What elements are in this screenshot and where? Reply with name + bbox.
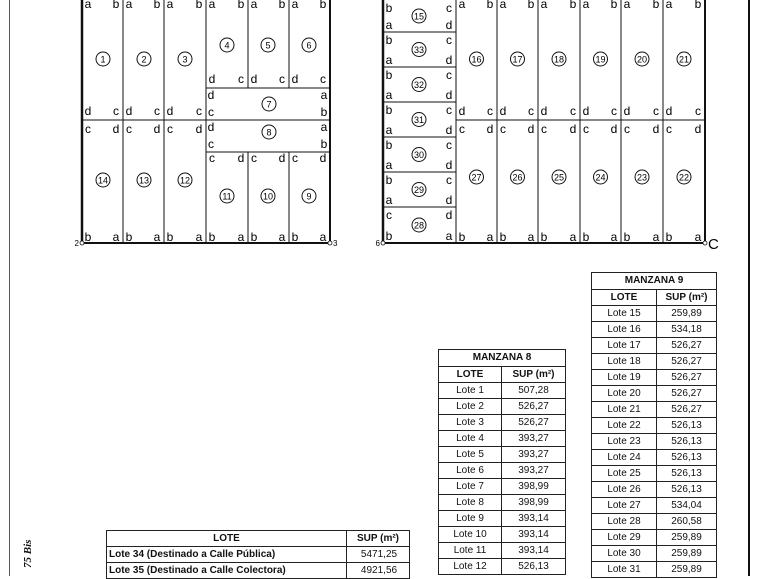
lot-number-a7: 7: [266, 99, 272, 110]
manzana-9-sup-cell: 526,13: [657, 434, 717, 450]
lot-number-b31: 31: [413, 115, 425, 125]
corner-label-b: b: [291, 230, 299, 244]
corner-label-b: b: [112, 0, 120, 11]
manzana-8-lote-cell: Lote 6: [439, 463, 502, 479]
vertex-marker: [328, 241, 332, 245]
lot-number-b26: 26: [512, 172, 523, 183]
manzana-9-lote-cell: Lote 16: [592, 322, 657, 338]
corner-label-a: a: [195, 230, 203, 244]
manzana-9-row: [592, 418, 717, 434]
corner-label-b: b: [499, 230, 507, 244]
corner-label-d: d: [153, 122, 161, 136]
manzana-9-row: [592, 306, 717, 322]
corner-label-d: d: [540, 104, 548, 118]
corner-label-c: c: [446, 68, 452, 82]
manzana-9-sup-cell: 526,27: [657, 370, 717, 386]
corner-label-c: c: [500, 122, 506, 136]
manzana-8-title: MANZANA 8: [439, 350, 566, 367]
lot-number-b19: 19: [595, 54, 606, 65]
manzana-8-col-lote: LOTE: [439, 367, 502, 383]
manzana-8-lote-cell: Lote 3: [439, 415, 502, 431]
manzana-8-lote-cell: Lote 5: [439, 447, 502, 463]
manzana-8-lote-cell: Lote 2: [439, 399, 502, 415]
manzana-9-sup-cell: 526,27: [657, 354, 717, 370]
corner-label-d: d: [237, 151, 245, 165]
manzana-8-row: [439, 495, 566, 511]
corner-label-a: a: [610, 230, 618, 244]
manzana-9-lote-cell: Lote 28: [592, 514, 657, 530]
corner-label-d: d: [250, 72, 258, 86]
lot-number-b16: 16: [471, 54, 482, 65]
lot-number-a4: 4: [224, 40, 230, 51]
corner-label-b: b: [582, 230, 590, 244]
manzana-9-sup-cell: 526,27: [657, 338, 717, 354]
vertex-label-p6: 6: [375, 239, 380, 248]
corner-label-b: b: [84, 230, 92, 244]
manzana-9-col-sup: SUP (m²): [657, 290, 717, 306]
manzana-9-sup-cell: 260,58: [657, 514, 717, 530]
corner-label-b: b: [652, 0, 660, 11]
manzana-8-sup-cell: 398,99: [502, 495, 566, 511]
corner-label-c: c: [238, 72, 244, 86]
vertex-marker: [80, 241, 84, 245]
corner-label-a: a: [385, 88, 393, 102]
corner-label-c: c: [446, 103, 452, 117]
lot-number-a10: 10: [262, 191, 274, 202]
lot-number-b17: 17: [512, 54, 523, 65]
manzana-9-title: MANZANA 9: [592, 273, 717, 290]
corner-label-c: c: [208, 137, 214, 151]
corner-label-c: c: [196, 104, 202, 118]
corner-label-a: a: [237, 230, 245, 244]
corner-label-a: a: [153, 230, 161, 244]
corner-label-c: c: [695, 104, 701, 118]
corner-label-a: a: [458, 0, 466, 11]
manzana-8-lote-cell: Lote 4: [439, 431, 502, 447]
corner-label-d: d: [445, 193, 453, 207]
manzana-8-row: [439, 399, 566, 415]
manzana-9-sup-cell: 534,18: [657, 322, 717, 338]
corner-label-a: a: [486, 230, 494, 244]
lot-number-b15: 15: [413, 11, 425, 22]
side-label: 75 Bis: [22, 539, 34, 568]
lot-number-a6: 6: [306, 40, 312, 51]
corner-label-b: b: [610, 0, 618, 11]
corner-label-b: b: [125, 230, 133, 244]
corner-label-c: c: [583, 122, 589, 136]
vertex-label-p2: 2: [74, 239, 79, 248]
corner-label-a: a: [125, 0, 133, 11]
manzana-9-lote-cell: Lote 18: [592, 354, 657, 370]
corner-label-c: c: [154, 104, 160, 118]
corner-label-c: c: [446, 173, 452, 187]
summary-sup-cell: 5471,25: [347, 547, 410, 563]
manzana-9-lote-cell: Lote 23: [592, 434, 657, 450]
manzana-9-row: [592, 466, 717, 482]
manzana-8-sup-cell: 526,27: [502, 415, 566, 431]
manzana-8-row: [439, 431, 566, 447]
lot-number-a1: 1: [100, 54, 106, 65]
corner-label-a: a: [527, 230, 535, 244]
corner-label-c: c: [541, 122, 547, 136]
manzana-8-sup-cell: 393,27: [502, 447, 566, 463]
corner-label-a: a: [499, 0, 507, 11]
summary-sup-cell: 4921,56: [347, 563, 410, 579]
manzana-8-col-sup: SUP (m²): [502, 367, 566, 383]
manzana-9-lote-cell: Lote 30: [592, 546, 657, 562]
lot-number-b27: 27: [471, 172, 482, 183]
lot-number-a3: 3: [182, 54, 188, 65]
manzana-9-sup-cell: 526,13: [657, 450, 717, 466]
corner-label-a: a: [84, 0, 92, 11]
manzana-9-sup-cell: 534,04: [657, 498, 717, 514]
corner-label-c: c: [624, 122, 630, 136]
manzana-9-lote-cell: Lote 24: [592, 450, 657, 466]
corner-label-b: b: [385, 173, 393, 187]
lot-number-b28: 28: [413, 220, 425, 231]
corner-label-b: b: [278, 0, 286, 11]
corner-label-b: b: [385, 1, 393, 15]
corner-label-a: a: [319, 230, 327, 244]
manzana-9-row: [592, 514, 717, 530]
corner-label-a: a: [208, 0, 216, 11]
corner-label-c: c: [292, 151, 298, 165]
manzana-9-row: [592, 482, 717, 498]
corner-label-a: a: [385, 193, 393, 207]
corner-label-d: d: [582, 104, 590, 118]
corner-label-d: d: [445, 18, 453, 32]
manzana-9-row: [592, 322, 717, 338]
corner-label-c: c: [85, 122, 91, 136]
manzana-9-lote-cell: Lote 15: [592, 306, 657, 322]
manzana-8-sup-cell: 393,27: [502, 463, 566, 479]
corner-label-d: d: [445, 53, 453, 67]
corner-label-b: b: [153, 0, 161, 11]
manzana-8-sup-cell: 393,27: [502, 431, 566, 447]
summary-col-sup: SUP (m²): [347, 531, 410, 547]
summary-col-lote: LOTE: [107, 531, 347, 547]
corner-label-b: b: [486, 0, 494, 11]
corner-label-b: b: [237, 0, 245, 11]
corner-label-a: a: [385, 158, 393, 172]
corner-label-d: d: [665, 104, 673, 118]
corner-label-b: b: [694, 0, 702, 11]
manzana-8-lote-cell: Lote 11: [439, 543, 502, 559]
manzana-9-lote-cell: Lote 26: [592, 482, 657, 498]
summary-table: [106, 530, 410, 579]
manzana-9-lote-cell: Lote 19: [592, 370, 657, 386]
corner-label-b: b: [665, 230, 673, 244]
manzana-9-row: [592, 450, 717, 466]
manzana-8-row: [439, 559, 566, 575]
manzana-8-row: [439, 463, 566, 479]
manzana-9-row: [592, 338, 717, 354]
corner-label-d: d: [125, 104, 133, 118]
manzana-8-sup-cell: 398,99: [502, 479, 566, 495]
corner-label-d: d: [694, 122, 702, 136]
lot-number-a5: 5: [265, 40, 271, 51]
manzana-9-sup-cell: 259,89: [657, 546, 717, 562]
manzana-9-lote-cell: Lote 25: [592, 466, 657, 482]
corner-label-c: c: [208, 105, 214, 119]
manzana-8-lote-cell: Lote 9: [439, 511, 502, 527]
corner-label-c: c: [167, 122, 173, 136]
manzana-8-sup-cell: 526,13: [502, 559, 566, 575]
corner-label-b: b: [385, 103, 393, 117]
corner-label-a: a: [569, 230, 577, 244]
corner-label-d: d: [527, 122, 535, 136]
corner-label-b: b: [385, 138, 393, 152]
manzana-9-sup-cell: 259,89: [657, 306, 717, 322]
corner-label-b: b: [569, 0, 577, 11]
manzana-8-sup-cell: 507,28: [502, 383, 566, 399]
manzana-9-lote-cell: Lote 21: [592, 402, 657, 418]
manzana-9-row: [592, 354, 717, 370]
corner-label-b: b: [320, 137, 328, 151]
corner-label-a: a: [112, 230, 120, 244]
corner-label-a: a: [320, 88, 328, 102]
corner-label-c: c: [528, 104, 534, 118]
corner-label-a: a: [250, 0, 258, 11]
manzana-9-row: [592, 370, 717, 386]
manzana-9-sup-cell: 526,13: [657, 466, 717, 482]
corner-label-d: d: [445, 208, 453, 222]
corner-label-d: d: [445, 158, 453, 172]
corner-label-d: d: [652, 122, 660, 136]
corner-label-a: a: [582, 0, 590, 11]
corner-label-a: a: [385, 53, 393, 67]
lot-number-b22: 22: [678, 172, 690, 183]
corner-label-d: d: [499, 104, 507, 118]
manzana-8-sup-cell: 393,14: [502, 543, 566, 559]
corner-label-a: a: [278, 230, 286, 244]
manzana-8-sup-cell: 526,27: [502, 399, 566, 415]
manzana-9-table: [591, 272, 717, 578]
summary-row: [107, 563, 410, 579]
lot-number-a8: 8: [266, 127, 272, 138]
summary-lote-cell: Lote 35 (Destinado a Calle Colectora): [107, 563, 347, 579]
manzana-9-lote-cell: Lote 29: [592, 530, 657, 546]
corner-label-c: c: [611, 104, 617, 118]
corner-label-c: c: [487, 104, 493, 118]
manzana-8-row: [439, 383, 566, 399]
lot-number-b21: 21: [678, 54, 690, 65]
corner-label-c: c: [653, 104, 659, 118]
lot-number-b18: 18: [553, 54, 565, 65]
corner-label-d: d: [112, 122, 120, 136]
corner-label-c: c: [386, 208, 392, 222]
manzana-9-row: [592, 402, 717, 418]
corner-label-b: b: [250, 230, 258, 244]
lot-number-b32: 32: [413, 80, 425, 90]
corner-label-b: b: [385, 33, 393, 47]
lot-number-a11: 11: [222, 191, 232, 202]
manzana-9-lote-cell: Lote 20: [592, 386, 657, 402]
lot-number-b24: 24: [595, 172, 606, 183]
vertex-label-pC: C: [708, 236, 719, 253]
corner-label-d: d: [610, 122, 618, 136]
corner-label-c: c: [446, 138, 452, 152]
manzana-9-row: [592, 530, 717, 546]
corner-label-b: b: [385, 229, 393, 243]
manzana-8-row: [439, 527, 566, 543]
manzana-9-sup-cell: 526,27: [657, 402, 717, 418]
manzana-9-sup-cell: 526,13: [657, 418, 717, 434]
manzana-8-lote-cell: Lote 12: [439, 559, 502, 575]
corner-label-c: c: [446, 33, 452, 47]
corner-label-b: b: [319, 0, 327, 11]
manzana-8-row: [439, 415, 566, 431]
lot-number-a2: 2: [141, 54, 147, 65]
summary-row: [107, 547, 410, 563]
corner-label-b: b: [527, 0, 535, 11]
manzana-8-sup-cell: 393,14: [502, 511, 566, 527]
manzana-8-row: [439, 479, 566, 495]
corner-label-b: b: [195, 0, 203, 11]
lot-number-a13: 13: [138, 175, 150, 186]
corner-label-d: d: [445, 123, 453, 137]
corner-label-c: c: [126, 122, 132, 136]
corner-label-a: a: [623, 0, 631, 11]
corner-label-c: c: [251, 151, 257, 165]
corner-label-c: c: [459, 122, 465, 136]
lot-number-a14: 14: [97, 175, 109, 186]
manzana-9-lote-cell: Lote 17: [592, 338, 657, 354]
vertex-label-p3: 3: [333, 239, 338, 248]
corner-label-d: d: [569, 122, 577, 136]
corner-label-d: d: [445, 88, 453, 102]
corner-label-c: c: [666, 122, 672, 136]
vertex-marker: [381, 241, 385, 245]
corner-label-c: c: [570, 104, 576, 118]
manzana-8-lote-cell: Lote 1: [439, 383, 502, 399]
corner-label-c: c: [279, 72, 285, 86]
manzana-9-sup-cell: 259,89: [657, 530, 717, 546]
corner-label-a: a: [320, 120, 328, 134]
manzana-9-lote-cell: Lote 22: [592, 418, 657, 434]
corner-label-b: b: [540, 230, 548, 244]
corner-label-d: d: [84, 104, 92, 118]
corner-label-c: c: [320, 72, 326, 86]
vertex-marker: [703, 241, 707, 245]
lot-number-b23: 23: [636, 172, 648, 183]
lot-number-b25: 25: [553, 172, 565, 183]
lot-number-b29: 29: [413, 185, 425, 195]
corner-label-d: d: [207, 88, 215, 102]
manzana-8-lote-cell: Lote 7: [439, 479, 502, 495]
corner-label-a: a: [291, 0, 299, 11]
lot-number-a9: 9: [306, 191, 312, 202]
corner-label-b: b: [320, 105, 328, 119]
lot-number-b20: 20: [636, 54, 648, 65]
manzana-8-row: [439, 511, 566, 527]
manzana-9-lote-cell: Lote 27: [592, 498, 657, 514]
manzana-9-lote-cell: Lote 31: [592, 562, 657, 578]
lot-number-b33: 33: [413, 45, 425, 55]
manzana-8-row: [439, 447, 566, 463]
corner-label-d: d: [207, 120, 215, 134]
manzana-8-table: [438, 349, 566, 575]
corner-label-c: c: [209, 151, 215, 165]
manzana-9-row: [592, 434, 717, 450]
manzana-8-sup-cell: 393,14: [502, 527, 566, 543]
corner-label-d: d: [458, 104, 466, 118]
corner-label-c: c: [446, 1, 452, 15]
lot-number-a12: 12: [179, 175, 191, 186]
corner-label-d: d: [208, 72, 216, 86]
corner-label-d: d: [486, 122, 494, 136]
corner-label-a: a: [445, 229, 453, 243]
corner-label-d: d: [291, 72, 299, 86]
corner-label-b: b: [166, 230, 174, 244]
corner-label-d: d: [319, 151, 327, 165]
manzana-9-row: [592, 386, 717, 402]
manzana-8-row: [439, 543, 566, 559]
lot-number-b30: 30: [413, 150, 425, 160]
manzana-9-sup-cell: 526,13: [657, 482, 717, 498]
manzana-9-col-lote: LOTE: [592, 290, 657, 306]
corner-label-d: d: [166, 104, 174, 118]
corner-label-b: b: [385, 68, 393, 82]
corner-label-d: d: [278, 151, 286, 165]
corner-label-a: a: [166, 0, 174, 11]
manzana-9-row: [592, 562, 717, 578]
manzana-9-row: [592, 546, 717, 562]
corner-label-a: a: [665, 0, 673, 11]
summary-lote-cell: Lote 34 (Destinado a Calle Pública): [107, 547, 347, 563]
corner-label-a: a: [652, 230, 660, 244]
corner-label-b: b: [208, 230, 216, 244]
corner-label-a: a: [385, 18, 393, 32]
corner-label-a: a: [694, 230, 702, 244]
corner-label-a: a: [385, 123, 393, 137]
corner-label-c: c: [113, 104, 119, 118]
manzana-8-lote-cell: Lote 10: [439, 527, 502, 543]
manzana-9-row: [592, 498, 717, 514]
corner-label-a: a: [540, 0, 548, 11]
corner-label-b: b: [623, 230, 631, 244]
manzana-8-lote-cell: Lote 8: [439, 495, 502, 511]
manzana-9-sup-cell: 526,27: [657, 386, 717, 402]
manzana-9-sup-cell: 259,89: [657, 562, 717, 578]
corner-label-d: d: [623, 104, 631, 118]
corner-label-b: b: [458, 230, 466, 244]
corner-label-d: d: [195, 122, 203, 136]
